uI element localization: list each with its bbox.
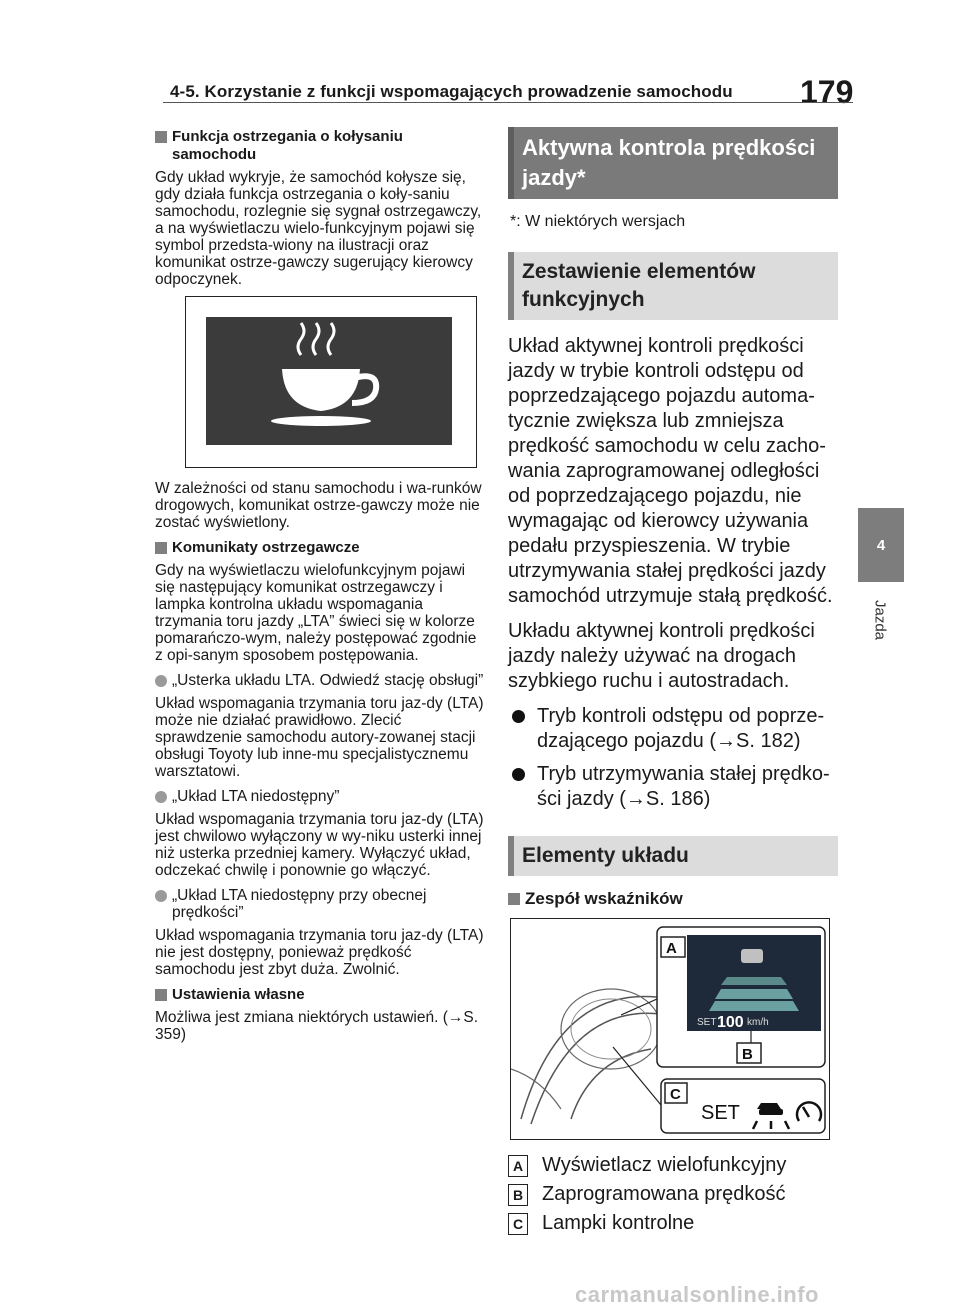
warn-heading — [155, 539, 485, 557]
label-c: C — [670, 1086, 681, 1103]
bullet-icon — [512, 710, 525, 723]
message-title: „Układ LTA niedostępny” — [172, 788, 340, 805]
warn-text: Gdy na wyświetlaczu wielofunkcyjnym pojawi się następujący komunikat ostrzegawczy i lampka kontrolna układu wspomagania trzymania toru jazdy „LTA” świeci się w kolorze pomarańczo-wym, należy postępować zgodnie z opi-sanym sposobem postępowania. — [155, 562, 477, 664]
legend-item — [508, 1183, 838, 1206]
main-section-heading: Aktywna kontrola prędkości jazdy* — [508, 127, 838, 199]
chapter-label — [866, 590, 896, 650]
mode-item — [508, 704, 838, 754]
instrument-cluster-figure — [510, 918, 830, 1140]
settings-heading-text: Ustawienia własne — [172, 986, 305, 1003]
mode-text: Tryb utrzymywania stałej prędko-ści jazdy (→S. 186) — [537, 763, 830, 810]
message-item — [155, 788, 485, 805]
circle-bullet-icon — [155, 890, 167, 902]
message-item — [155, 672, 485, 689]
legend-key: B — [508, 1184, 528, 1206]
lamp-set-text: SET — [701, 1102, 740, 1124]
settings-text: Możliwa jest zmiana niektórych ustawień. (→S. 359) — [155, 1009, 479, 1043]
coffee-illustration — [185, 296, 477, 468]
message-item — [155, 887, 485, 921]
bullet-icon — [512, 768, 525, 781]
mode-text: Tryb kontroli odstępu od poprze-dzającego pojazdu (→S. 182) — [537, 705, 825, 752]
cluster-heading-text: Zespół wskaźników — [525, 889, 683, 908]
message-title: „Usterka układu LTA. Odwiedź stację obsługi” — [172, 672, 484, 689]
usage-paragraph: Układu aktywnej kontroli prędkości jazdy należy używać na drogach szybkiego ruchu i autostradach. — [508, 620, 815, 692]
legend-key: C — [508, 1213, 528, 1235]
page-number: 179 — [800, 74, 854, 110]
mode-item — [508, 762, 838, 812]
legend-key: A — [508, 1155, 528, 1177]
display-screen — [206, 317, 452, 445]
chapter-tab: 4 — [858, 508, 904, 582]
summary-heading: Zestawienie elementów funkcyjnych — [508, 252, 838, 320]
legend-text: Zaprogramowana prędkość — [542, 1183, 786, 1205]
circle-bullet-icon — [155, 675, 167, 687]
message-title: „Układ LTA niedostępny przy obecnej prędkości” — [172, 887, 427, 921]
sway-heading — [155, 128, 485, 164]
square-bullet-icon — [155, 989, 167, 1001]
warn-heading-text: Komunikaty ostrzegawcze — [172, 539, 360, 556]
header-rule — [163, 102, 853, 103]
running-header: 4-5. Korzystanie z funkcji wspomagających prowadzenie samochodu — [170, 82, 733, 101]
chapter-label-text: Jazda — [871, 599, 889, 641]
legend-text: Lampki kontrolne — [542, 1212, 695, 1234]
figure-set-text: SET — [697, 1017, 717, 1028]
label-b: B — [742, 1046, 753, 1063]
sway-heading-text: Funkcja ostrzegania o kołysaniu samochodu — [172, 128, 403, 163]
right-column — [508, 127, 838, 1241]
sway-text: Gdy układ wykryje, że samochód kołysze się, gdy działa funkcja ostrzegania o koły-saniu samochodu, rozlegnie się sygnał ostrzegawczy, a na wyświetlaczu wielo-funkcyjnym pojawi się symbol przedsta-wiony na ilustracji oraz komunikat ostrze-gawczy sugerujący kierowcy odpoczynek. — [155, 169, 482, 288]
circle-bullet-icon — [155, 791, 167, 803]
legend-text: Wyświetlacz wielofunkcyjny — [542, 1154, 787, 1176]
elements-heading: Elementy układu — [508, 836, 838, 876]
figure-speed: 100 — [717, 1014, 744, 1031]
coffee-cup-icon — [206, 317, 452, 445]
cluster-illustration — [511, 919, 829, 1139]
square-bullet-icon — [508, 893, 520, 905]
message-text: Układ wspomagania trzymania toru jaz-dy (LTA) nie jest dostępny, ponieważ prędkość samochodu jest zbyt duża. Zwolnić. — [155, 927, 484, 978]
label-a: A — [666, 940, 677, 957]
after-image-text: W zależności od stanu samochodu i wa-runków drogowych, komunikat ostrze-gawczy może nie zostać wyświetlony. — [155, 480, 482, 531]
square-bullet-icon — [155, 131, 167, 143]
footnote: *: W niektórych wersjach — [510, 213, 686, 230]
legend-item — [508, 1212, 838, 1235]
square-bullet-icon — [155, 542, 167, 554]
legend-item — [508, 1154, 838, 1177]
intro-paragraph: Układ aktywnej kontroli prędkości jazdy w trybie kontroli odstępu od poprzedzającego pojazdu automa-tycznie zwiększa lub zmniejsza prędkość samochodu w celu zacho-wania zaprogramowanej odległości od poprzedzającego pojazdu, nie wymagając od kierowcy używania pedału przyspieszenia. W trybie utrzymywania stałej prędkości jazdy samochód utrzymuje stałą prędkość. — [508, 335, 833, 607]
cluster-heading — [508, 890, 838, 908]
figure-unit: km/h — [747, 1017, 769, 1028]
message-text: Układ wspomagania trzymania toru jaz-dy (LTA) jest chwilowo wyłączony w wy-niku usterki innej niż usterka przedniej kamery. Wyłączyć układ, odczekać chwilę i ponownie go włączyć. — [155, 811, 484, 879]
message-text: Układ wspomagania trzymania toru jaz-dy (LTA) może nie działać prawidłowo. Zlecić sprawdzenie samochodu autory-zowanej stacji obsługi Toyoty lub inne-mu specjalistycznemu warsztatowi. — [155, 695, 484, 780]
watermark: carmanualsonline.info — [575, 1282, 819, 1307]
left-column — [155, 128, 485, 1051]
settings-heading — [155, 986, 485, 1004]
